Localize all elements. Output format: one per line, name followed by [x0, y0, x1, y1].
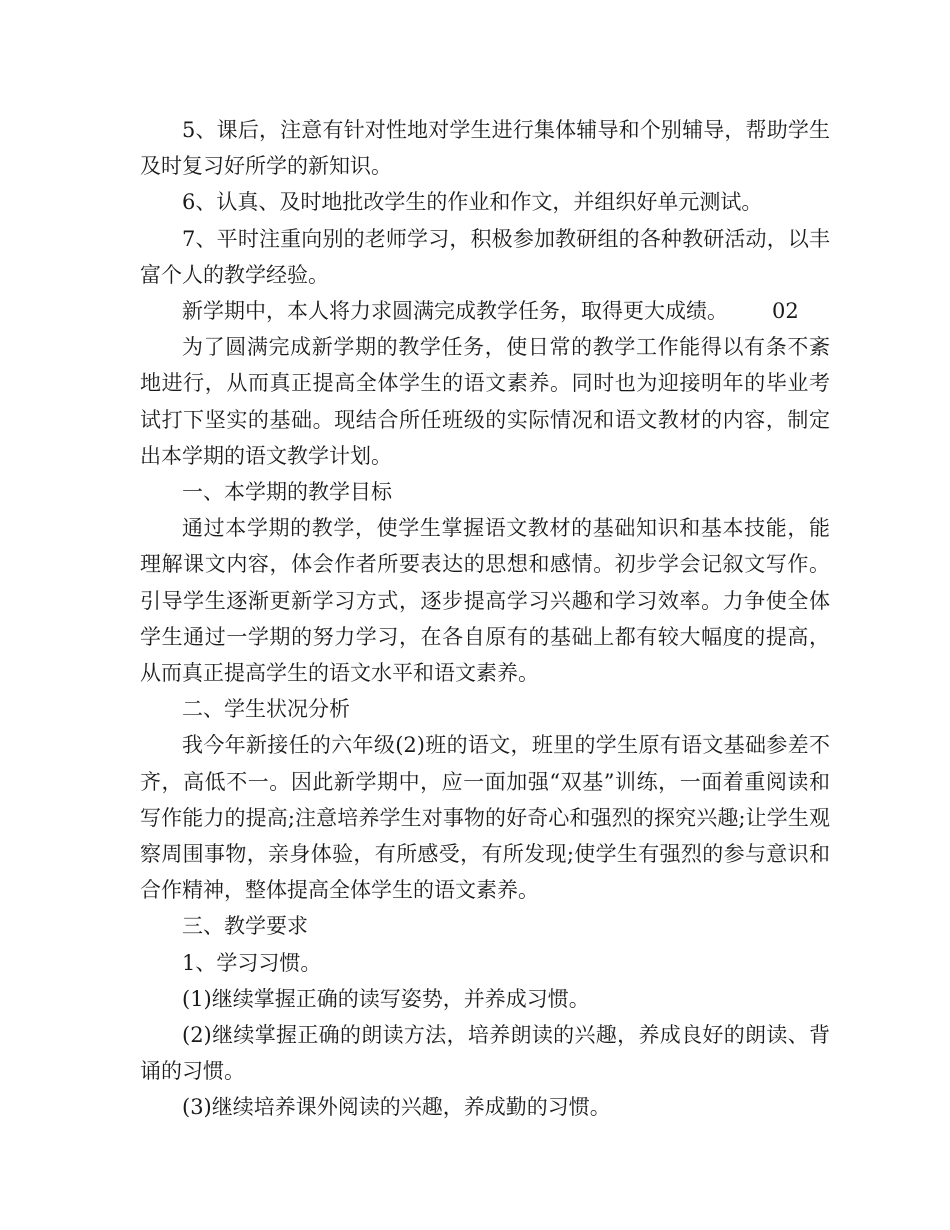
item-study-habits: 1、学习习惯。: [182, 950, 322, 975]
paragraph-student-analysis: 我今年新接任的六年级(2)班的语文，班里的学生原有语文基础参差不齐，高低不一。因此新学期中，应一面加强“双基”训练，一面着重阅读和写作能力的提高;注意培养学生对事物的好奇心和强烈的探究兴趣;让学生观察周围事物，亲身体验，有所感受，有所发现;使学生有强烈的参与意识和合作精神，整体提高全体学生的语文素养。: [140, 733, 830, 903]
paragraph-teaching-goals: 通过本学期的教学，使学生掌握语文教材的基础知识和基本技能，能理解课文内容，体会作者所要表达的思想和感情。初步学会记叙文写作。引导学生逐渐更新学习方式，逐步提高学习兴趣和学习效率。力争使全体学生通过一学期的努力学习，在各自原有的基础上都有较大幅度的提高，从而真正提高学生的语文水平和语文素养。: [140, 516, 830, 686]
heading-student-analysis: 二、学生状况分析: [182, 697, 350, 722]
document-body: [140, 112, 830, 1126]
paragraph-plan-intro: 为了圆满完成新学期的教学任务，使日常的教学工作能得以有条不紊地进行，从而真正提高全体学生的语文素养。同时也为迎接明年的毕业考试打下坚实的基础。现结合所任班级的实际情况和语文教材的内容，制定出本学期的语文教学计划。: [140, 335, 830, 468]
heading-teaching-goals: 一、本学期的教学目标: [182, 480, 392, 505]
item-extracurricular-reading: (3)继续培养课外阅读的兴趣，养成勤的习惯。: [182, 1095, 611, 1120]
paragraph-learn-from-teachers: 7、平时注重向别的老师学习，积极参加教研组的各种教研活动，以丰富个人的教学经验。: [140, 226, 830, 287]
paragraph-after-class-tutoring: 5、课后，注意有针对性地对学生进行集体辅导和个别辅导，帮助学生及时复习好所学的新知识。: [140, 118, 830, 179]
item-reading-aloud: (2)继续掌握正确的朗读方法，培养朗读的兴趣，养成良好的朗读、背诵的习惯。: [140, 1023, 830, 1084]
section-marker: 02: [772, 299, 799, 324]
paragraph-new-semester-goal: [140, 293, 830, 329]
item-posture: (1)继续掌握正确的读写姿势，并养成习惯。: [182, 986, 590, 1011]
heading-teaching-requirements: 三、教学要求: [182, 914, 308, 939]
paragraph-grading-homework: 6、认真、及时地批改学生的作业和作文，并组织好单元测试。: [182, 190, 763, 215]
goal-sentence: 新学期中，本人将力求圆满完成教学任务，取得更大成绩。: [182, 299, 728, 324]
